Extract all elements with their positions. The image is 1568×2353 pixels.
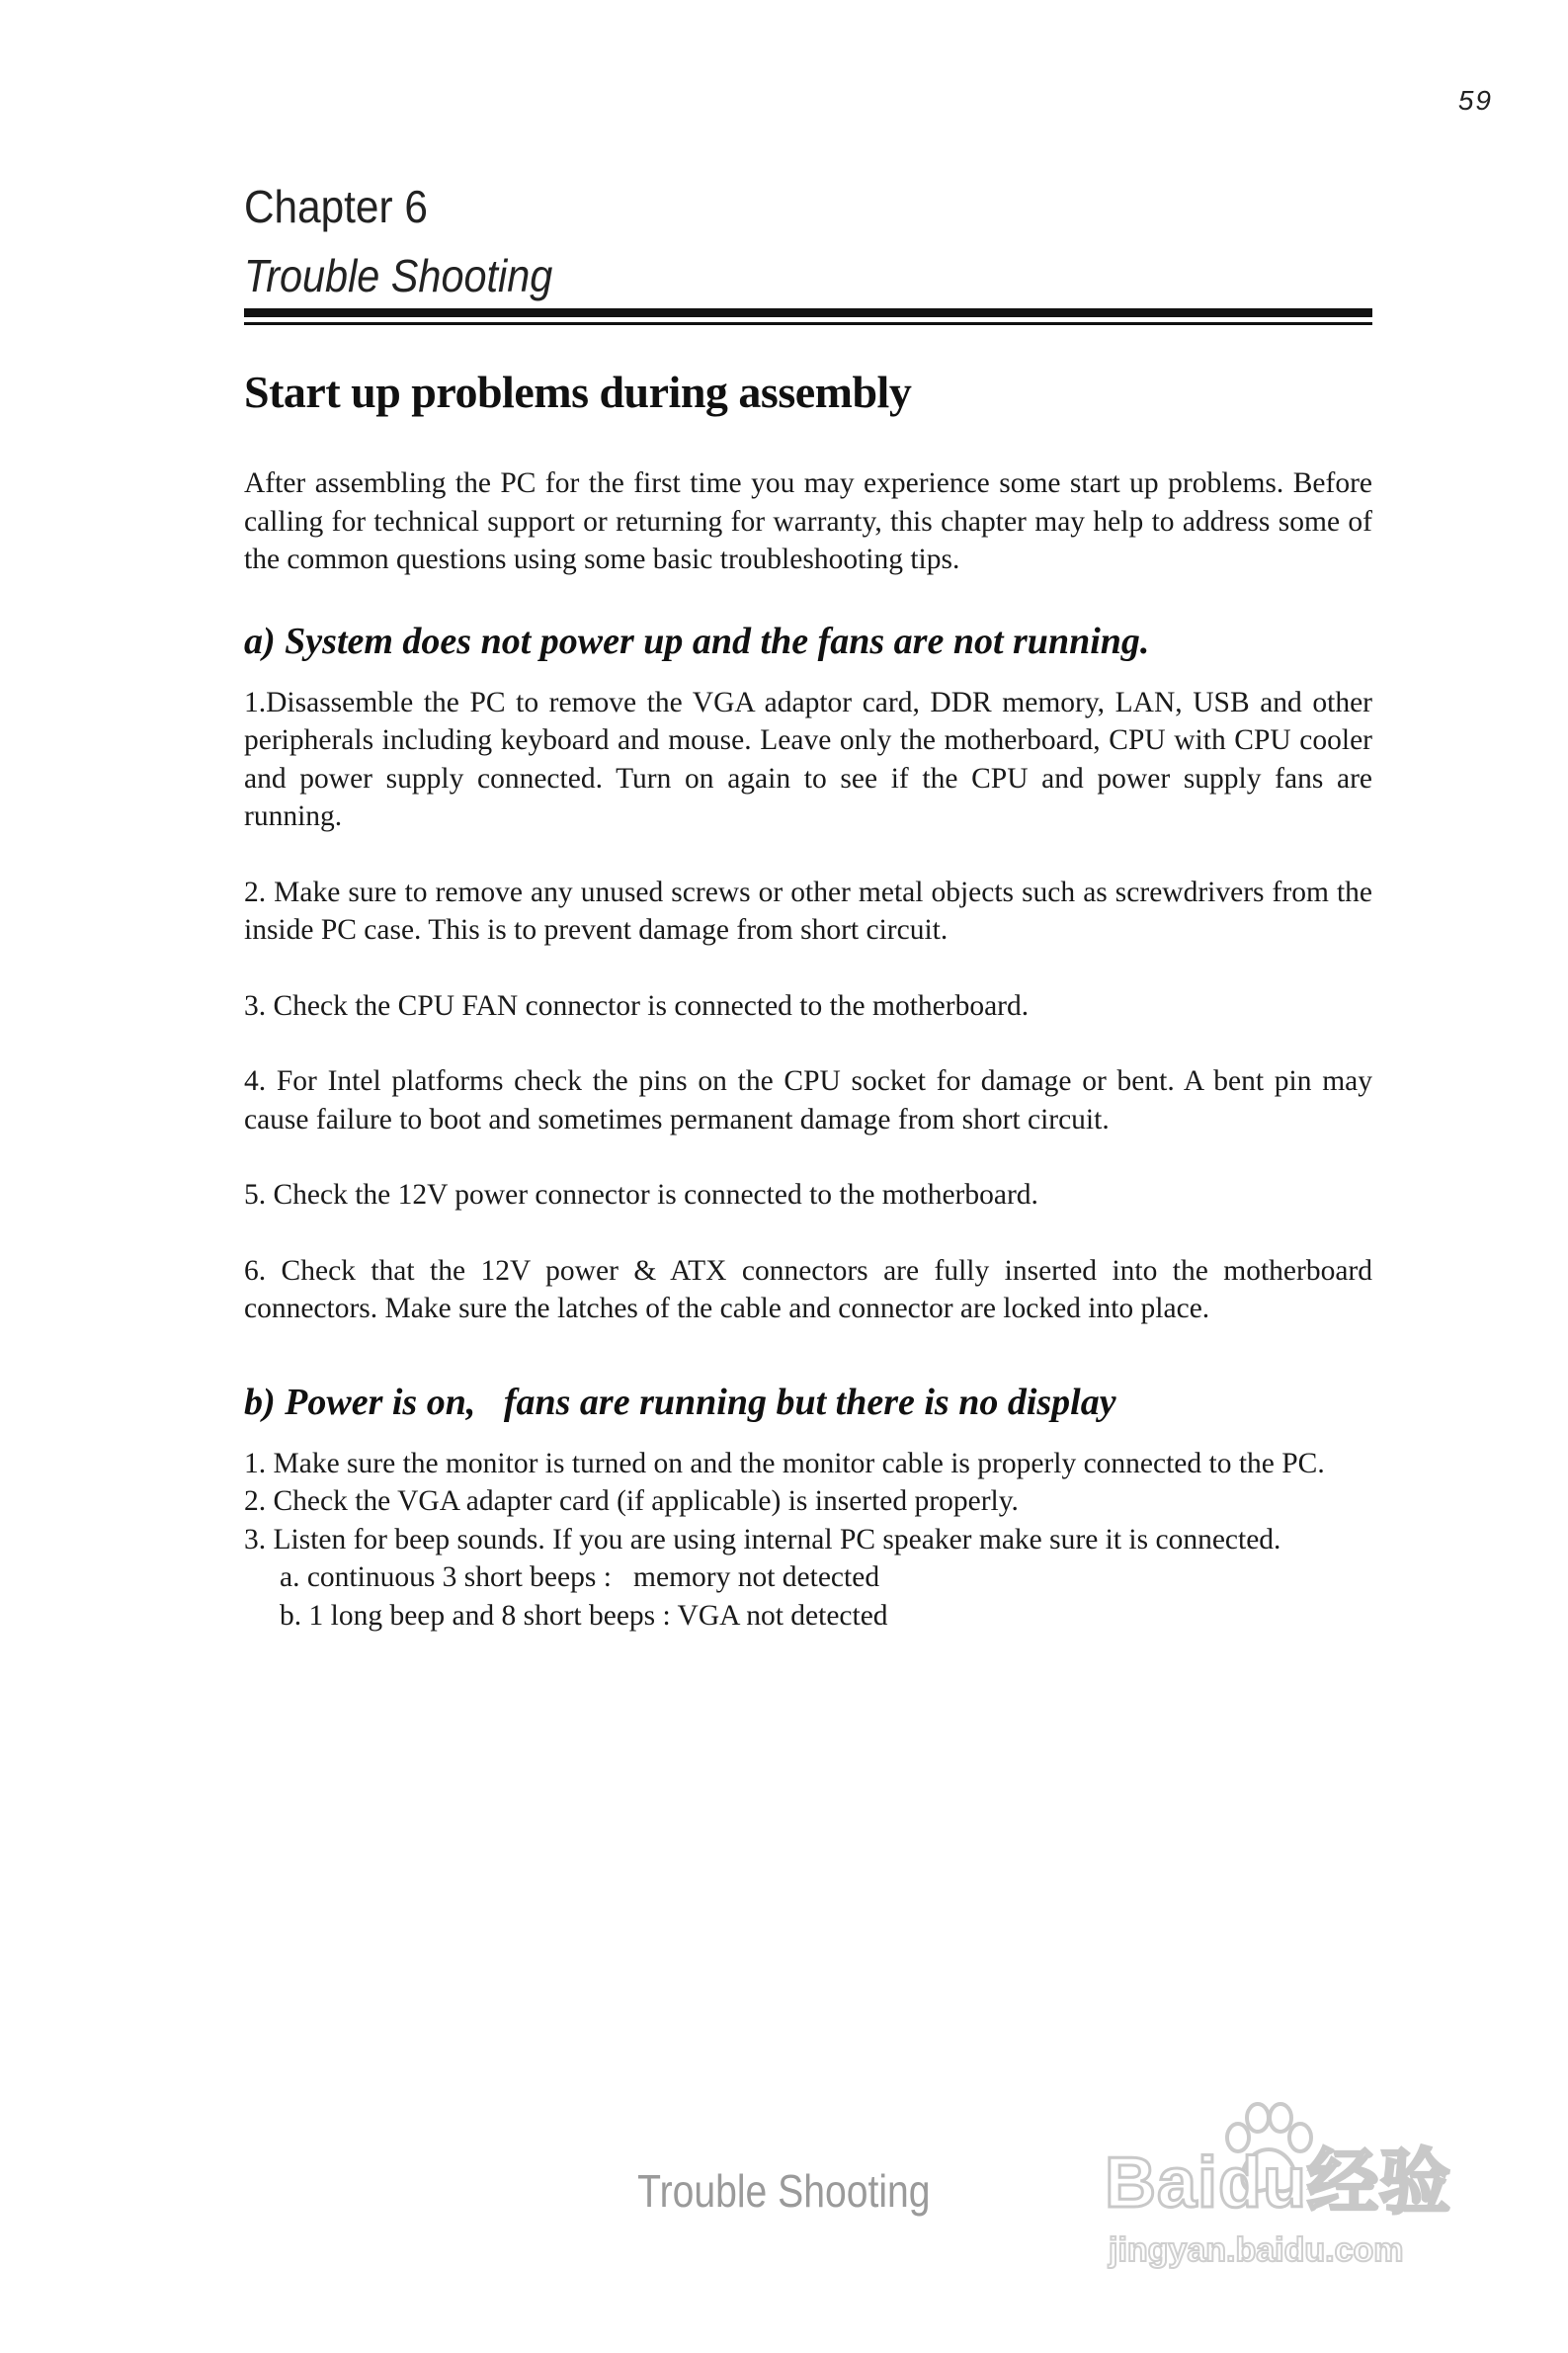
- baidu-watermark: [1105, 2105, 1480, 2293]
- page-number: 59: [1457, 85, 1493, 116]
- section-b-item-2: 2. Check the VGA adapter card (if applicable) is inserted properly.: [244, 1485, 1019, 1517]
- watermark-url: jingyan.baidu.com: [1109, 2231, 1404, 2269]
- beep-code-b: b. 1 long beep and 8 short beeps : VGA not detected: [280, 1599, 888, 1632]
- section-a-item-2: 2. Make sure to remove any unused screws or other metal objects such as screwdrivers from the inside PC case. This is to prevent damage from short circuit.: [244, 876, 1372, 946]
- beep-code-a: a. continuous 3 short beeps : memory not detected: [280, 1561, 880, 1593]
- section-a-item-5: 5. Check the 12V power connector is connected to the motherboard.: [244, 1179, 1038, 1211]
- section-b-heading: b) Power is on, fans are running but there is no display: [244, 1381, 1116, 1423]
- section-b-item-1: 1. Make sure the monitor is turned on and the monitor cable is properly connected to the PC.: [244, 1447, 1325, 1479]
- section-a-item-6: 6. Check that the 12V power & ATX connectors are fully inserted into the motherboard connectors. Make sure the latches of the cable and connector are locked into place.: [244, 1254, 1372, 1324]
- chapter-divider-thick: [244, 308, 1372, 317]
- body-content: [244, 464, 1372, 1635]
- section-b-item-3: 3. Listen for beep sounds. If you are using internal PC speaker make sure it is connected.: [244, 1523, 1281, 1555]
- chapter-divider-thin: [244, 322, 1372, 325]
- intro-paragraph: After assembling the PC for the first time you may experience some start up problems. Before calling for technical support or returning for warranty, this chapter may help to address some of the common questions using some basic troubleshooting tips.: [244, 467, 1372, 575]
- footer-title-text: Trouble Shooting: [637, 2165, 931, 2217]
- page-heading: Start up problems during assembly: [244, 367, 912, 417]
- chapter-label: Chapter 6: [244, 181, 428, 232]
- watermark-logo-text: Baidu经验: [1105, 2143, 1452, 2223]
- section-a-item-4: 4. For Intel platforms check the pins on the CPU socket for damage or bent. A bent pin may cause failure to boot and sometimes permanent damage from short circuit.: [244, 1065, 1372, 1135]
- chapter-subtitle: Trouble Shooting: [244, 250, 553, 301]
- section-a-item-1: 1.Disassemble the PC to remove the VGA adaptor card, DDR memory, LAN, USB and other peripherals including keyboard and mouse. Leave only the motherboard, CPU with CPU cooler and power supply connected. Turn on again to see if the CPU and power supply fans are running.: [244, 686, 1372, 832]
- section-a-heading: a) System does not power up and the fans are not running.: [244, 620, 1150, 662]
- section-a-item-3: 3. Check the CPU FAN connector is connected to the motherboard.: [244, 989, 1030, 1022]
